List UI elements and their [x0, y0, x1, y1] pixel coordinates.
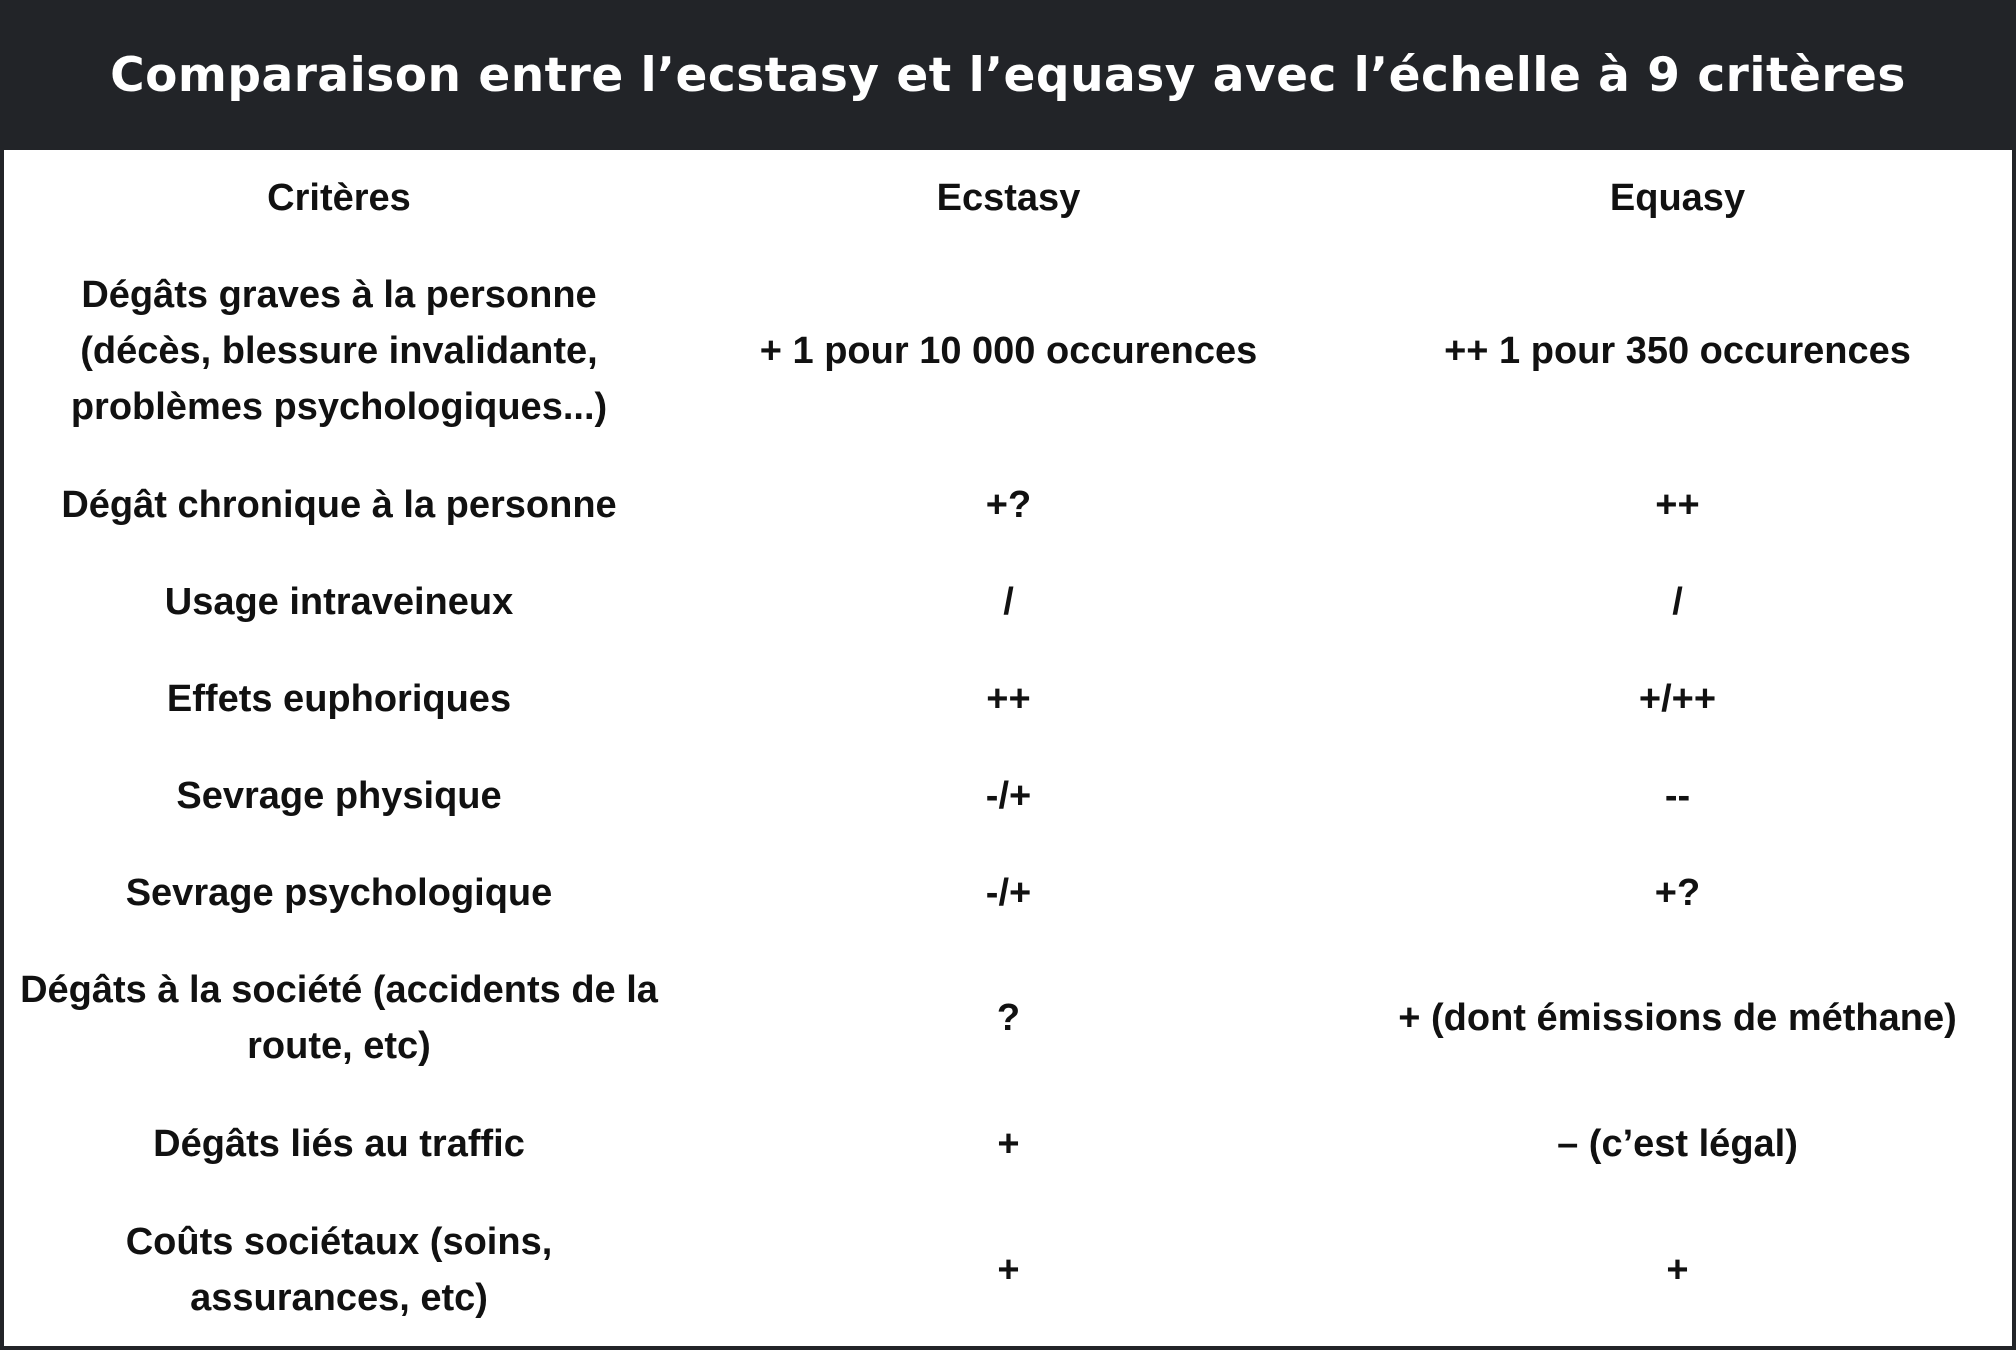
- equasy-cell: + (dont émissions de méthane): [1398, 997, 1957, 1039]
- criterion-cell: Coûts sociétaux (soins, assurances, etc): [125, 1221, 553, 1319]
- column-header-criteria: Critères: [267, 177, 411, 219]
- ecstasy-cell: ++: [986, 677, 1031, 720]
- table-row: [4, 747, 2012, 844]
- ecstasy-cell: /: [1003, 580, 1014, 623]
- table-row: [4, 553, 2012, 650]
- table-row: [4, 1095, 2012, 1192]
- criterion-cell: Sevrage psychologique: [125, 871, 553, 914]
- equasy-cell: +?: [1654, 871, 1701, 914]
- criterion-cell: Dégâts liés au traffic: [153, 1122, 525, 1165]
- table-header-row: [4, 150, 2012, 246]
- table-row: [4, 941, 2012, 1095]
- table-row: [4, 844, 2012, 941]
- ecstasy-cell: -/+: [985, 774, 1032, 817]
- criterion-cell: Dégâts graves à la personne (décès, blessure invalidante, problèmes psychologiques...): [70, 274, 608, 428]
- ecstasy-cell: +?: [985, 483, 1032, 526]
- criterion-cell: Dégât chronique à la personne: [61, 483, 617, 526]
- equasy-cell: /: [1672, 580, 1683, 623]
- comparison-table: [4, 150, 2012, 1348]
- ecstasy-cell: ?: [996, 997, 1021, 1039]
- equasy-cell: – (c’est légal): [1557, 1122, 1798, 1165]
- table-row: [4, 1192, 2012, 1348]
- page-title: Comparaison entre l’ecstasy et l’equasy avec l’échelle à 9 critères: [110, 47, 1906, 103]
- criterion-cell: Sevrage physique: [176, 774, 502, 817]
- criterion-cell: Dégâts à la société (accidents de la route, etc): [20, 969, 658, 1067]
- equasy-cell: +/++: [1638, 677, 1717, 720]
- title-bar: [0, 0, 2016, 150]
- column-header-equasy: Equasy: [1609, 177, 1746, 219]
- equasy-cell: --: [1664, 774, 1691, 817]
- table-row: [4, 650, 2012, 747]
- ecstasy-cell: -/+: [985, 871, 1032, 914]
- equasy-cell: ++ 1 pour 350 occurences: [1444, 330, 1911, 372]
- equasy-cell: +: [1666, 1249, 1689, 1291]
- column-header-ecstasy: Ecstasy: [936, 177, 1081, 219]
- criterion-cell: Effets euphoriques: [166, 677, 512, 720]
- ecstasy-cell: +: [997, 1249, 1020, 1291]
- table-row: [4, 456, 2012, 553]
- equasy-cell: ++: [1655, 483, 1700, 526]
- criterion-cell: Usage intraveineux: [164, 580, 514, 623]
- table-row: [4, 246, 2012, 456]
- ecstasy-cell: +: [997, 1122, 1020, 1165]
- ecstasy-cell: + 1 pour 10 000 occurences: [759, 330, 1258, 372]
